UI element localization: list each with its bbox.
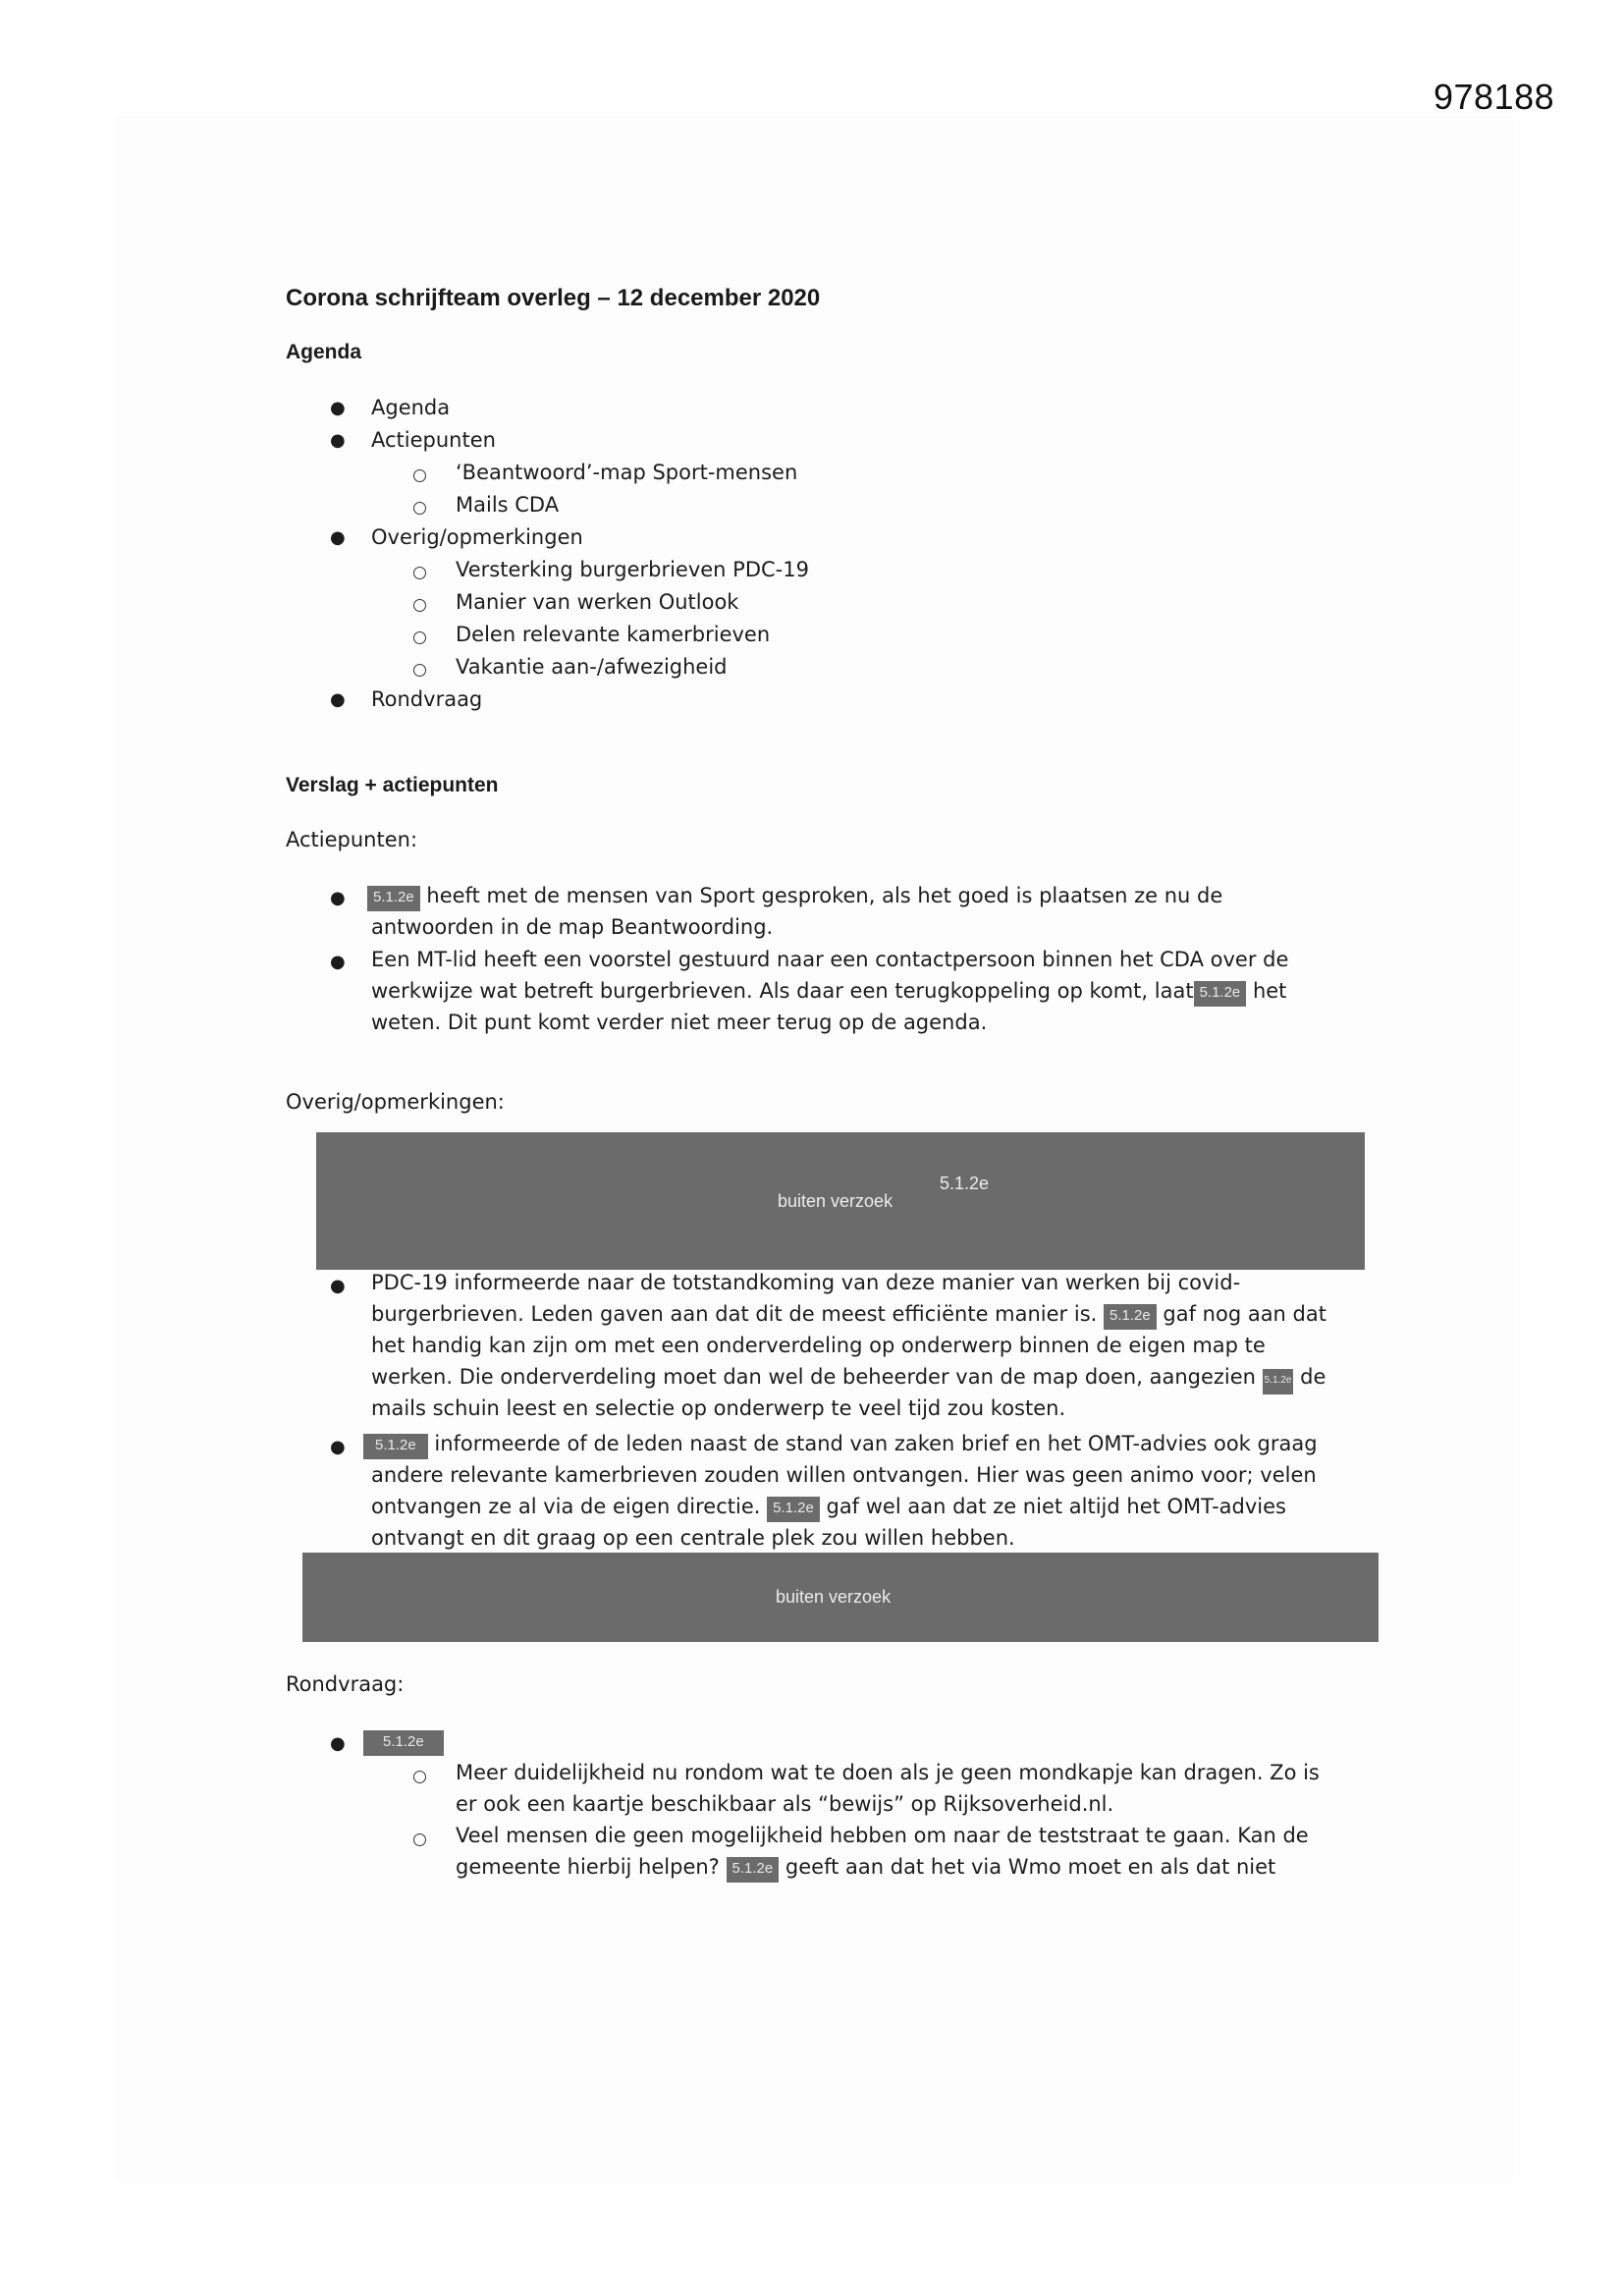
redaction-label: 5.1.2e — [367, 886, 420, 911]
circle-bullet-icon — [413, 1771, 426, 1783]
bullet-icon: ● — [330, 1276, 346, 1296]
rondvraag-subitem-line: Veel mensen die geen mogelijkheid hebben om naar de teststraat te gaan. Kan de — [456, 1824, 1309, 1847]
agenda-item: Rondvraag — [371, 687, 483, 711]
bullet-icon: ● — [330, 952, 346, 972]
redaction-label: 5.1.2e — [767, 1497, 820, 1522]
actiepunten-label: Actiepunten: — [286, 828, 418, 851]
redaction-block-label: buiten verzoek — [776, 1587, 892, 1607]
overig-label: Overig/opmerkingen: — [286, 1090, 505, 1114]
verslag-heading: Verslag + actiepunten — [286, 774, 499, 796]
actiepunt-line: antwoorden in de map Beantwoording. — [371, 915, 774, 939]
rondvraag-subitem-line: er ook een kaartje beschikbaar als “bewijs” op Rijksoverheid.nl. — [456, 1792, 1114, 1816]
agenda-item: Actiepunten — [371, 428, 496, 452]
circle-bullet-icon — [413, 631, 426, 644]
redaction-label: 5.1.2e — [1104, 1304, 1157, 1330]
circle-bullet-icon — [413, 664, 426, 677]
bullet-icon: ● — [330, 689, 346, 710]
agenda-subitem: ‘Beantwoord’-map Sport-mensen — [456, 461, 798, 484]
agenda-heading: Agenda — [286, 341, 362, 363]
rondvraag-subitem-line: gemeente hierbij helpen? 5.1.2e geeft aan dat het via Wmo moet en als dat niet — [456, 1855, 1275, 1883]
redaction-label: 5.1.2e — [1194, 981, 1247, 1007]
agenda-item: Overig/opmerkingen — [371, 525, 583, 549]
actiepunt-line: werkwijze wat betreft burgerbrieven. Als daar een terugkoppeling op komt, laat 5.1.2e het — [371, 979, 1286, 1007]
agenda-item: Agenda — [371, 396, 451, 419]
bullet-icon: ● — [330, 1733, 346, 1754]
bullet-icon: ● — [330, 430, 346, 451]
bullet-icon: ● — [330, 527, 346, 548]
circle-bullet-icon — [413, 502, 426, 515]
agenda-subitem: Delen relevante kamerbrieven — [456, 623, 771, 646]
actiepunt-line: 5.1.2e heeft met de mensen van Sport gesproken, als het goed is plaatsen ze nu de — [367, 884, 1222, 911]
overig-line: ontvangen ze al via de eigen directie. 5.1.2e gaf wel aan dat ze niet altijd het OMT-advies — [371, 1495, 1286, 1522]
redaction-block — [316, 1132, 1365, 1270]
redaction-label: 5.1.2e — [1263, 1369, 1294, 1394]
redaction-label: 5.1.2e — [363, 1730, 444, 1756]
rondvraag-label: Rondvraag: — [286, 1672, 405, 1696]
overig-line: mails schuin leest en selectie op onderwerp te veel tijd zou kosten. — [371, 1396, 1066, 1420]
circle-bullet-icon — [413, 567, 426, 579]
bullet-icon: ● — [330, 888, 346, 908]
redaction-block — [302, 1553, 1379, 1642]
overig-line: PDC-19 informeerde naar de totstandkoming van deze manier van werken bij covid- — [371, 1271, 1241, 1294]
agenda-subitem: Versterking burgerbrieven PDC-19 — [456, 558, 809, 581]
overig-line: ontvangt en dit graag op een centrale plek zou willen hebben. — [371, 1526, 1015, 1550]
overig-line: werken. Die onderverdeling moet dan wel de beheerder van de map doen, aangezien 5.1.2e de — [371, 1365, 1326, 1394]
bullet-icon: ● — [330, 1437, 346, 1457]
rondvraag-subitem-line: Meer duidelijkheid nu rondom wat te doen als je geen mondkapje kan dragen. Zo is — [456, 1761, 1320, 1784]
circle-bullet-icon — [413, 1833, 426, 1846]
overig-line: andere relevante kamerbrieven zouden willen ontvangen. Hier was geen animo voor; velen — [371, 1463, 1317, 1487]
redaction-label: 5.1.2e — [363, 1434, 428, 1459]
document-id: 978188 — [1434, 77, 1555, 117]
actiepunt-line: weten. Dit punt komt verder niet meer terug op de agenda. — [371, 1011, 988, 1034]
circle-bullet-icon — [413, 599, 426, 612]
agenda-subitem: Mails CDA — [456, 493, 560, 517]
rondvraag-item — [363, 1728, 444, 1756]
bullet-icon: ● — [330, 398, 346, 418]
document-title: Corona schrijfteam overleg – 12 december 2020 — [286, 285, 821, 311]
overig-line: het handig kan zijn om met een onderverdeling op onderwerp binnen de eigen map te — [371, 1334, 1266, 1357]
redaction-block-code: 5.1.2e — [940, 1174, 990, 1193]
agenda-subitem: Vakantie aan-/afwezigheid — [456, 655, 728, 679]
circle-bullet-icon — [413, 469, 426, 482]
redaction-label: 5.1.2e — [727, 1857, 780, 1883]
agenda-subitem: Manier van werken Outlook — [456, 590, 739, 614]
actiepunt-line: Een MT-lid heeft een voorstel gestuurd naar een contactpersoon binnen het CDA over de — [371, 948, 1289, 971]
redaction-block-label: buiten verzoek — [778, 1191, 893, 1211]
overig-line: 5.1.2e informeerde of de leden naast de stand van zaken brief en het OMT-advies ook graag — [363, 1432, 1318, 1459]
overig-line: burgerbrieven. Leden gaven aan dat dit de meest efficiënte manier is. 5.1.2e gaf nog aan dat — [371, 1302, 1326, 1330]
